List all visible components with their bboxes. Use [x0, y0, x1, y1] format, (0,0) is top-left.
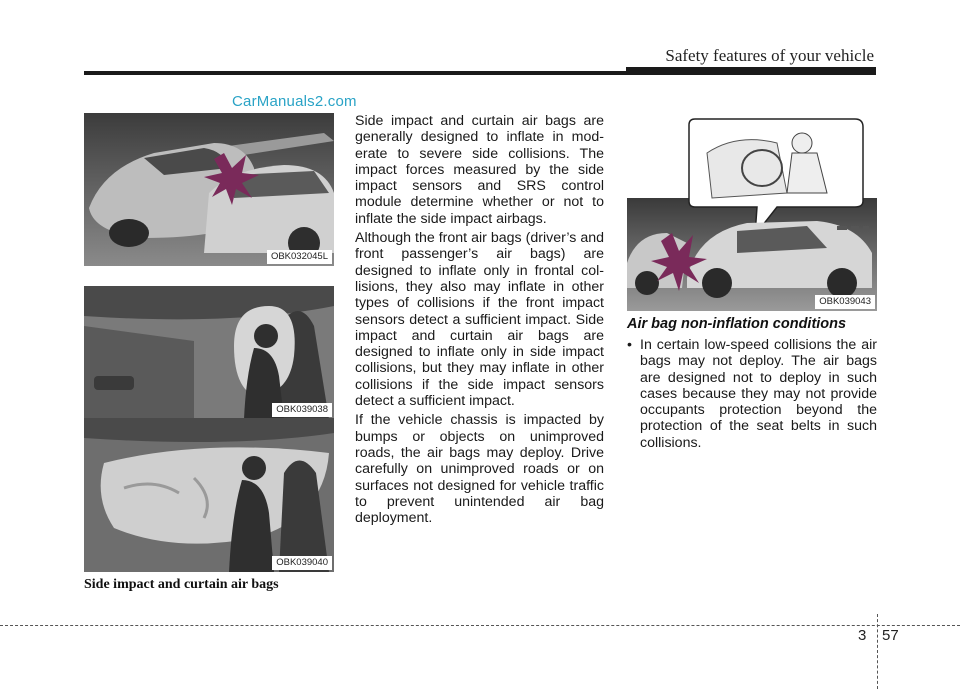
header-rule	[84, 71, 876, 75]
illustration-low-speed-collision	[627, 113, 877, 311]
image-code-label: OBK032045L	[267, 250, 332, 264]
section-heading: Air bag non-inflation conditions	[627, 316, 847, 332]
footer-page-separator	[877, 614, 878, 689]
text-column-right	[627, 337, 877, 451]
illustration-side-airbag	[84, 286, 334, 419]
list-item	[627, 337, 877, 451]
image-code-label: OBK039038	[272, 403, 332, 417]
paragraph: Side impact and curtain air bags are generally designed to inflate in mod-erate to severe side collisions. The impact forces measured by the side impact sensors and SRS control module determine whether or not to inflate the side impact airbags.	[355, 113, 604, 227]
bullet-text: In certain low-speed collisions the air bags may not deploy. The air bags are designed not to deploy in such cases because they may not provide occupants protection beyond the protection of the seat belts in such collisions.	[640, 337, 877, 451]
image-code-label: OBK039043	[815, 295, 875, 309]
watermark: CarManuals2.com	[232, 93, 357, 110]
figure-caption: Side impact and curtain air bags	[84, 577, 279, 592]
footer-divider	[0, 625, 960, 626]
image-code-label: OBK039040	[272, 556, 332, 570]
chapter-number: 3	[858, 627, 867, 644]
paragraph: Although the front air bags (driver’s and front passenger’s air bags) are designed to inflate only in frontal col-lisions, they also may inflate in other types of collisions if the front impact sensors detect a sufficient impact. Side impact and curtain air bags are designed to inflate only in side impact collisions, but they may inflate in other collisions if the side impact sensors detect a sufficient impact.	[355, 230, 604, 410]
paragraph: If the vehicle chassis is impacted by bumps or objects on unimproved roads, the air bags may deploy. Drive carefully on unimproved roads or on surfaces not designed for vehicle traffic to prevent unintended air bag deployment.	[355, 412, 604, 527]
page-header-title: Safety features of your vehicle	[665, 46, 874, 65]
bullet-icon: •	[627, 337, 632, 353]
text-column-middle	[355, 113, 604, 529]
page-number: 57	[882, 627, 899, 644]
illustration-curtain-airbag	[84, 418, 334, 572]
illustration-side-collision	[84, 113, 334, 266]
